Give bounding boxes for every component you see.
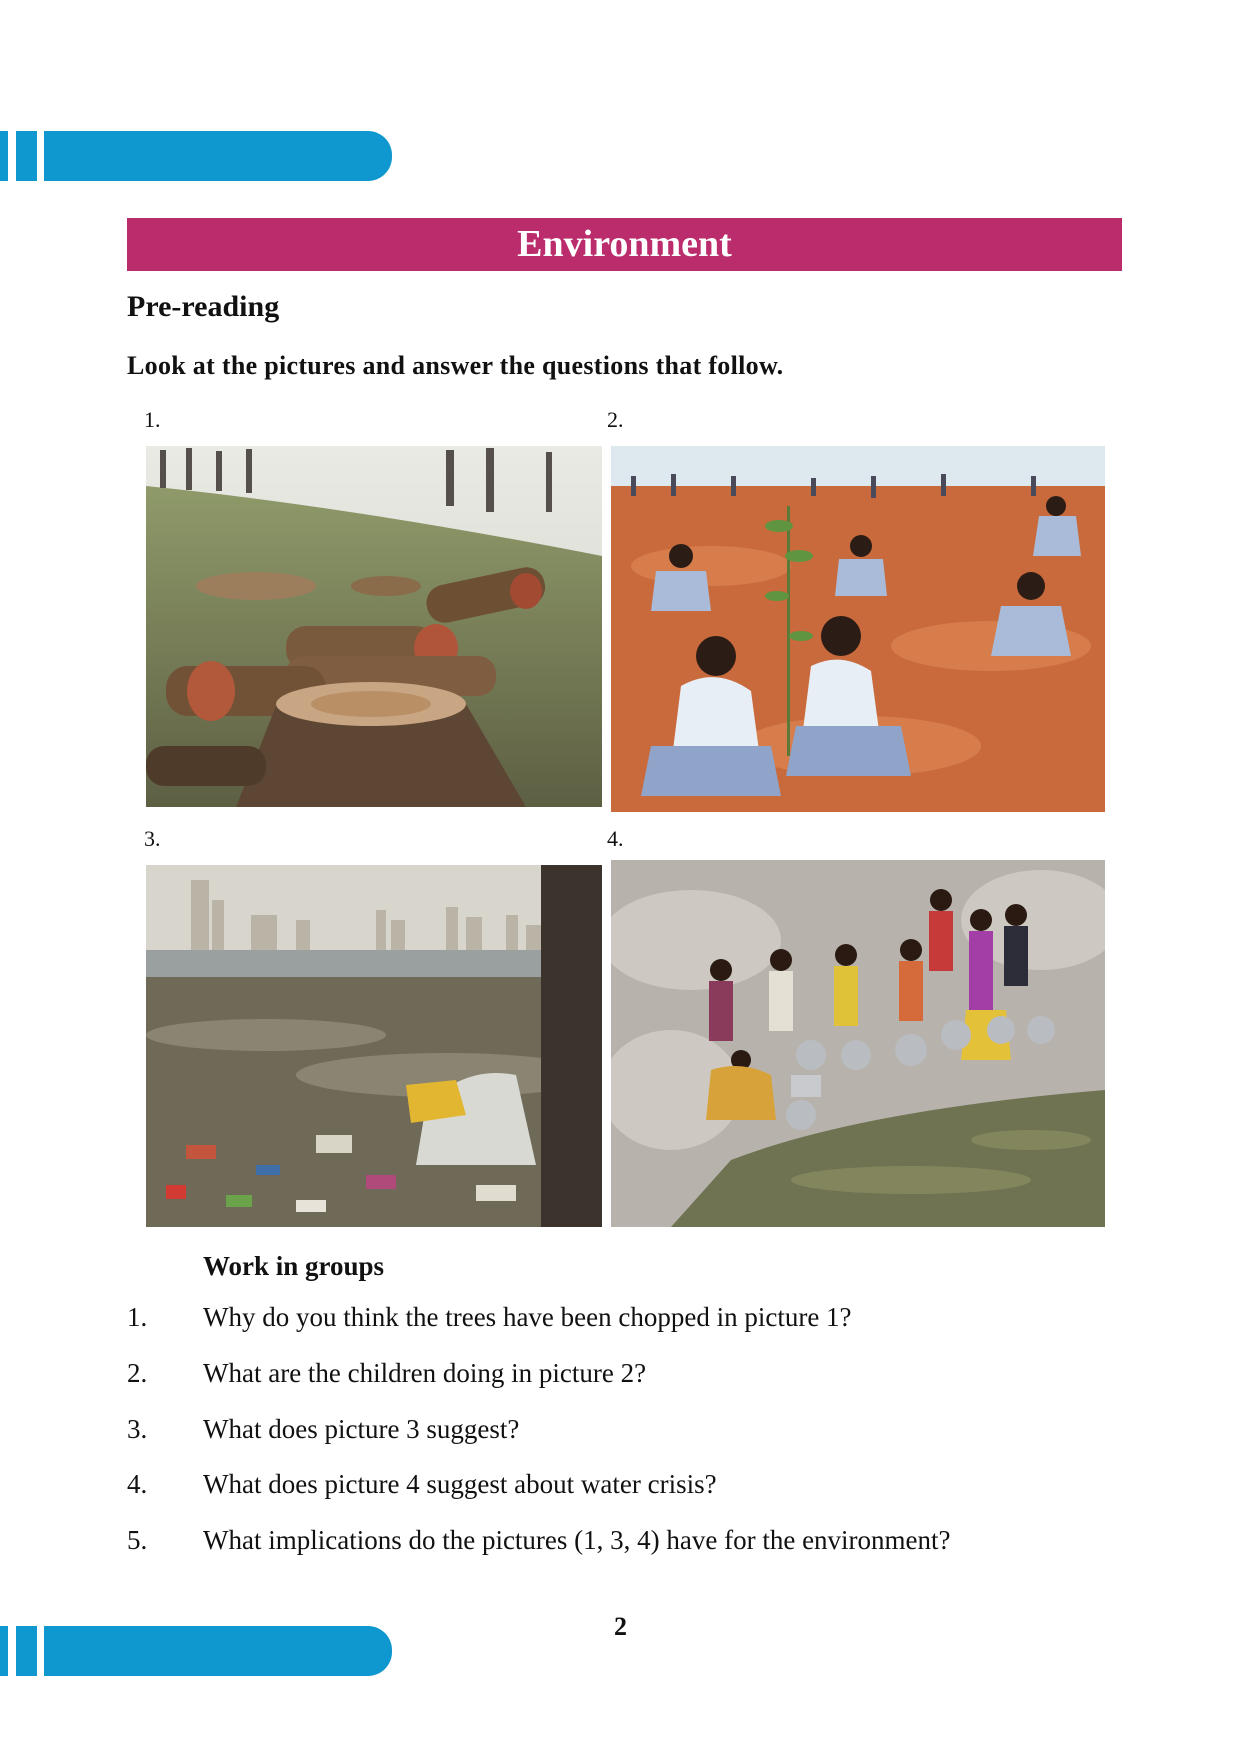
- chapter-title: Environment: [127, 218, 1122, 271]
- section-heading: Pre-reading: [127, 290, 280, 323]
- question-text: Why do you think the trees have been chopped in picture 1?: [203, 1302, 852, 1332]
- water-collection-photo: [611, 860, 1105, 1227]
- question-number: 3.: [127, 1414, 148, 1444]
- garbage-shore-photo: [146, 865, 602, 1227]
- band-stripe: [16, 131, 37, 181]
- question-number: 4.: [127, 1469, 148, 1499]
- question-text: What does picture 3 suggest?: [203, 1414, 520, 1444]
- instruction-text: Look at the pictures and answer the questions that follow.: [127, 351, 784, 380]
- band-tab: [44, 131, 392, 181]
- page-number: 2: [614, 1612, 627, 1641]
- question-text: What are the children doing in picture 2?: [203, 1358, 647, 1388]
- question-number: 5.: [127, 1525, 148, 1555]
- children-planting-trees-photo: [611, 446, 1105, 812]
- picture-1-label: 1.: [144, 407, 161, 432]
- question-text: What does picture 4 suggest about water crisis?: [203, 1469, 717, 1499]
- band-stripe: [0, 131, 8, 181]
- band-stripe: [16, 1626, 37, 1676]
- picture-2-label: 2.: [607, 407, 624, 432]
- band-stripe: [0, 1626, 8, 1676]
- picture-4-label: 4.: [607, 826, 624, 851]
- question-number: 1.: [127, 1302, 148, 1332]
- question-text: What implications do the pictures (1, 3, 4) have for the environment?: [203, 1525, 951, 1555]
- activity-title: Work in groups: [203, 1251, 385, 1281]
- band-tab: [44, 1626, 392, 1676]
- question-number: 2.: [127, 1358, 148, 1388]
- picture-3-label: 3.: [144, 826, 161, 851]
- felled-trees-photo: [146, 446, 602, 807]
